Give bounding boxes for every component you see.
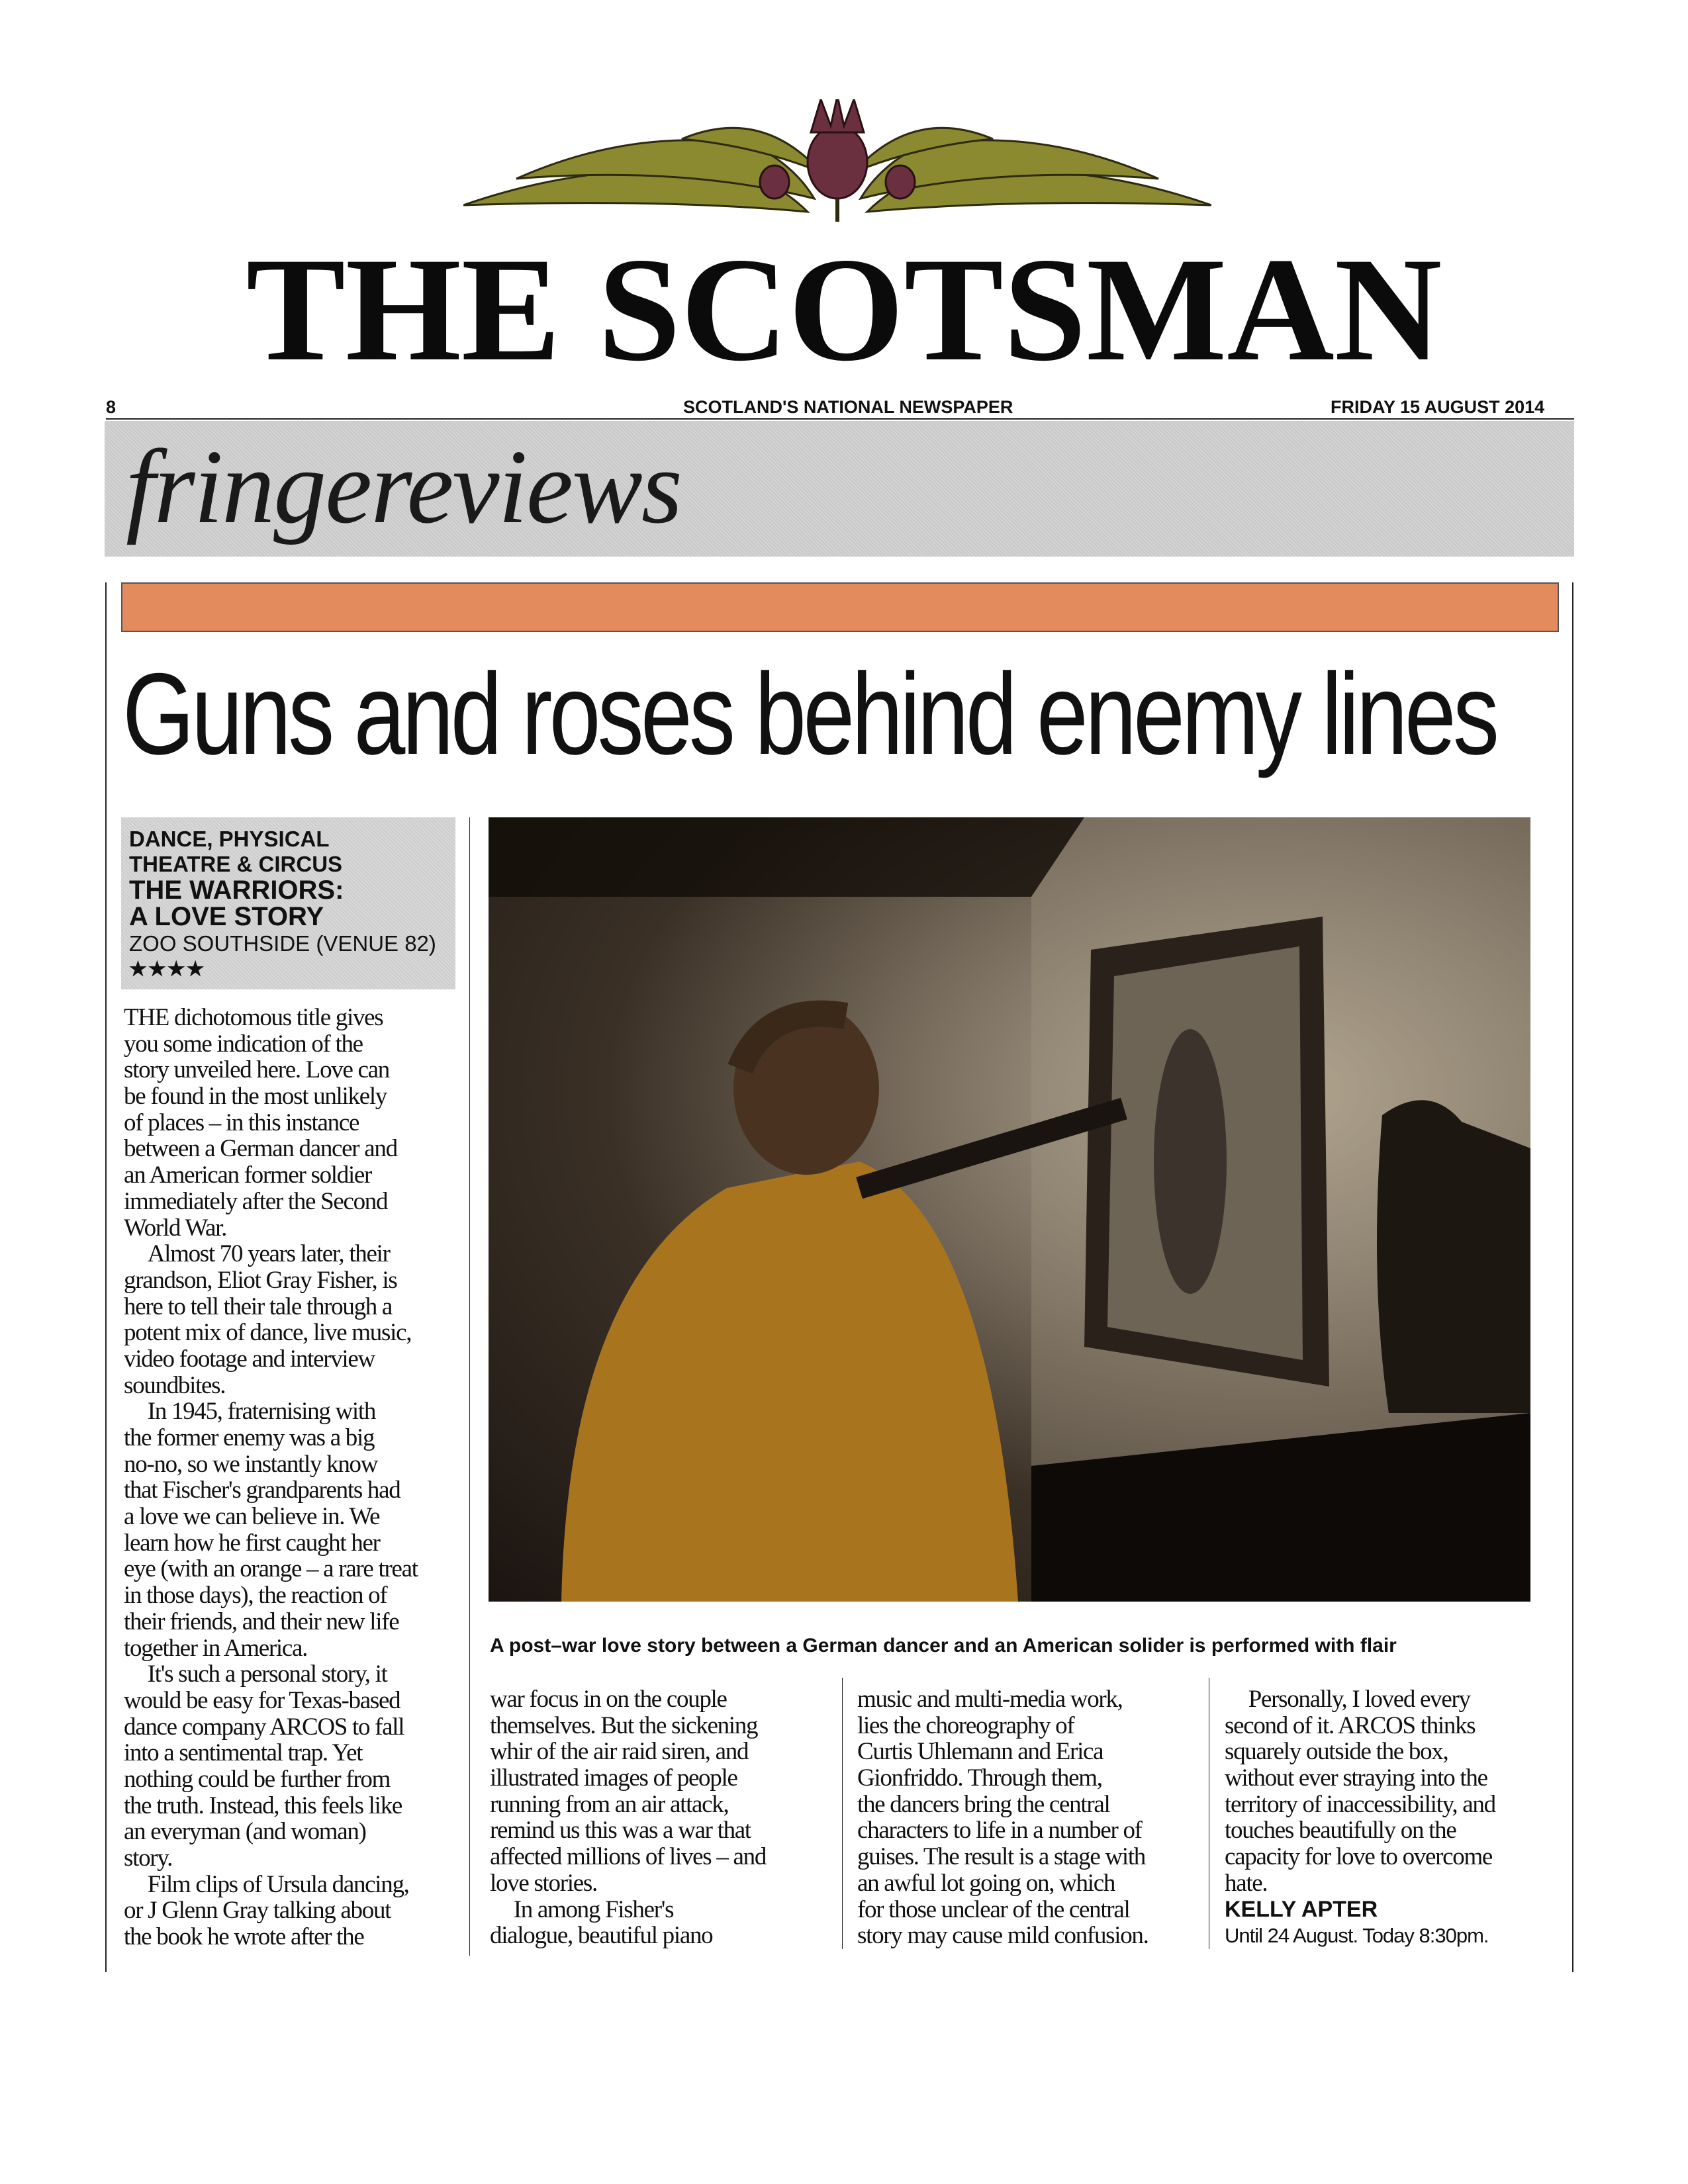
article-text-line: lies the choreography of [857,1711,1074,1739]
issue-date: FRIDAY 15 AUGUST 2014 [1331,397,1545,417]
article-text-line: story unveiled here. Love can [124,1056,389,1084]
article-text-line: an awful lot going on, which [857,1869,1115,1897]
article-text-line: In 1945, fraternising with [124,1398,376,1426]
article-text-line: illustrated images of people [490,1764,737,1792]
article-text-line: Personally, I loved every [1225,1686,1470,1713]
article-text-line: nothing could be further from [124,1765,391,1793]
article-text-line: territory of inaccessibility, and [1225,1790,1495,1818]
article-text-line: Film clips of Ursula dancing, [124,1870,409,1898]
article-text-line: the former enemy was a big [124,1424,375,1451]
article-text-line: affected millions of lives – and [490,1843,767,1871]
article-text-line: dance company ARCOS to fall [124,1713,404,1741]
masthead-rule [106,418,1574,420]
left-border-rule [105,582,107,1972]
photo-scene [489,817,1530,1602]
article-text-line: be found in the most unlikely [124,1083,387,1111]
article-text-line: themselves. But the sickening [490,1711,758,1739]
article-column-1 [124,1005,418,1950]
article-text-line: the truth. Instead, this feels like [124,1792,402,1819]
column-rule [469,817,470,1956]
page-number: 8 [106,397,117,417]
article-text-line: without ever straying into the [1225,1764,1487,1792]
article-text-line: war focus in on the couple [490,1686,727,1713]
article-column-3 [857,1686,1149,1949]
column-rule [842,1678,843,1949]
article-text-line: whir of the air raid siren, and [490,1738,749,1766]
article-text-line: remind us this was a war that [490,1817,751,1844]
article-text-line: THE dichotomous title gives [124,1004,383,1031]
show-title-line: THE WARRIORS: [129,876,344,905]
article-text-line: touches beautifully on the [1225,1817,1456,1844]
show-title-line: A LOVE STORY [129,902,324,931]
article-text-line: running from an air attack, [490,1790,729,1818]
section-title: fringereviews [126,428,681,545]
article-text-line: In among Fisher's [490,1895,674,1923]
article-text-line: It's such a personal story, it [124,1661,387,1688]
article-text-line: grandson, Eliot Gray Fisher, is [124,1266,397,1294]
show-listing: Until 24 August. Today 8:30pm. [1225,1924,1489,1948]
article-text-line: love stories. [490,1869,597,1897]
article-text-line: between a German dancer and [124,1135,397,1163]
article-text-line: the book he wrote after the [124,1923,364,1951]
article-text-line: their friends, and their new life [124,1608,399,1635]
article-text-line: would be easy for Texas-based [124,1686,400,1714]
article-text-line: for those unclear of the central [857,1895,1130,1923]
article-text-line: eye (with an orange – a rare treat [124,1555,418,1583]
article-text-line: potent mix of dance, live music, [124,1319,412,1347]
article-text-line: characters to life in a number of [857,1817,1142,1844]
headline: Guns and roses behind enemy lines [122,650,1497,779]
author-byline: KELLY APTER [1225,1896,1378,1922]
article-text-line: an American former soldier [124,1161,372,1189]
article-text-line: together in America. [124,1634,308,1662]
article-text-line: story. [124,1844,173,1872]
accent-bar [121,582,1559,632]
masthead-title: THE SCOTSMAN [246,232,1442,387]
article-text-line: an everyman (and woman) [124,1818,366,1846]
category-line: DANCE, PHYSICAL [129,827,330,851]
article-text-line: or J Glenn Gray talking about [124,1897,391,1925]
category-line: THEATRE & CIRCUS [129,852,343,876]
article-text-line: Gionfriddo. Through them, [857,1764,1102,1792]
article-text-line: dialogue, beautiful piano [490,1922,713,1950]
article-column-2 [490,1686,766,1949]
article-text-line: immediately after the Second [124,1187,388,1215]
article-text-line: video footage and interview [124,1345,375,1373]
article-text-line: World War. [124,1214,227,1242]
article-text-line: no-no, so we instantly know [124,1450,378,1478]
article-text-line: here to tell their tale through a [124,1293,393,1320]
article-text-line: learn how he first caught her [124,1529,380,1557]
article-text-line: you some indication of the [124,1030,363,1058]
article-text-line: Curtis Uhlemann and Erica [857,1738,1103,1766]
thistle-logo [463,99,1211,225]
article-text-line: music and multi-media work, [857,1686,1123,1713]
article-text-line: second of it. ARCOS thinks [1225,1711,1476,1739]
article-photo [489,817,1530,1602]
article-text-line: story may cause mild confusion. [857,1922,1149,1950]
star-rating: ★★★★ [129,958,206,980]
article-text-line: squarely outside the box, [1225,1738,1448,1766]
article-text-line: hate. [1225,1869,1268,1897]
article-text-line: that Fischer's grandparents had [124,1477,400,1504]
article-text-line: a love we can believe in. We [124,1503,380,1531]
article-text-line: into a sentimental trap. Yet [124,1739,363,1767]
article-text-line: guises. The result is a stage with [857,1843,1146,1871]
review-infobox [121,817,455,989]
article-text-line: soundbites. [124,1371,226,1399]
masthead-tagline: SCOTLAND'S NATIONAL NEWSPAPER [683,397,1013,417]
article-column-4 [1225,1686,1495,1949]
article-text-line: capacity for love to overcome [1225,1843,1493,1871]
article-text-line: of places – in this instance [124,1109,359,1136]
photo-caption: A post–war love story between a German dancer and an American solider is performed with flair [490,1635,1397,1657]
right-border-rule [1572,582,1573,1972]
article-text-line: the dancers bring the central [857,1790,1110,1818]
article-text-line: Almost 70 years later, their [124,1240,390,1268]
venue: ZOO SOUTHSIDE (VENUE 82) [129,931,436,956]
article-text-line: in those days), the reaction of [124,1582,387,1610]
